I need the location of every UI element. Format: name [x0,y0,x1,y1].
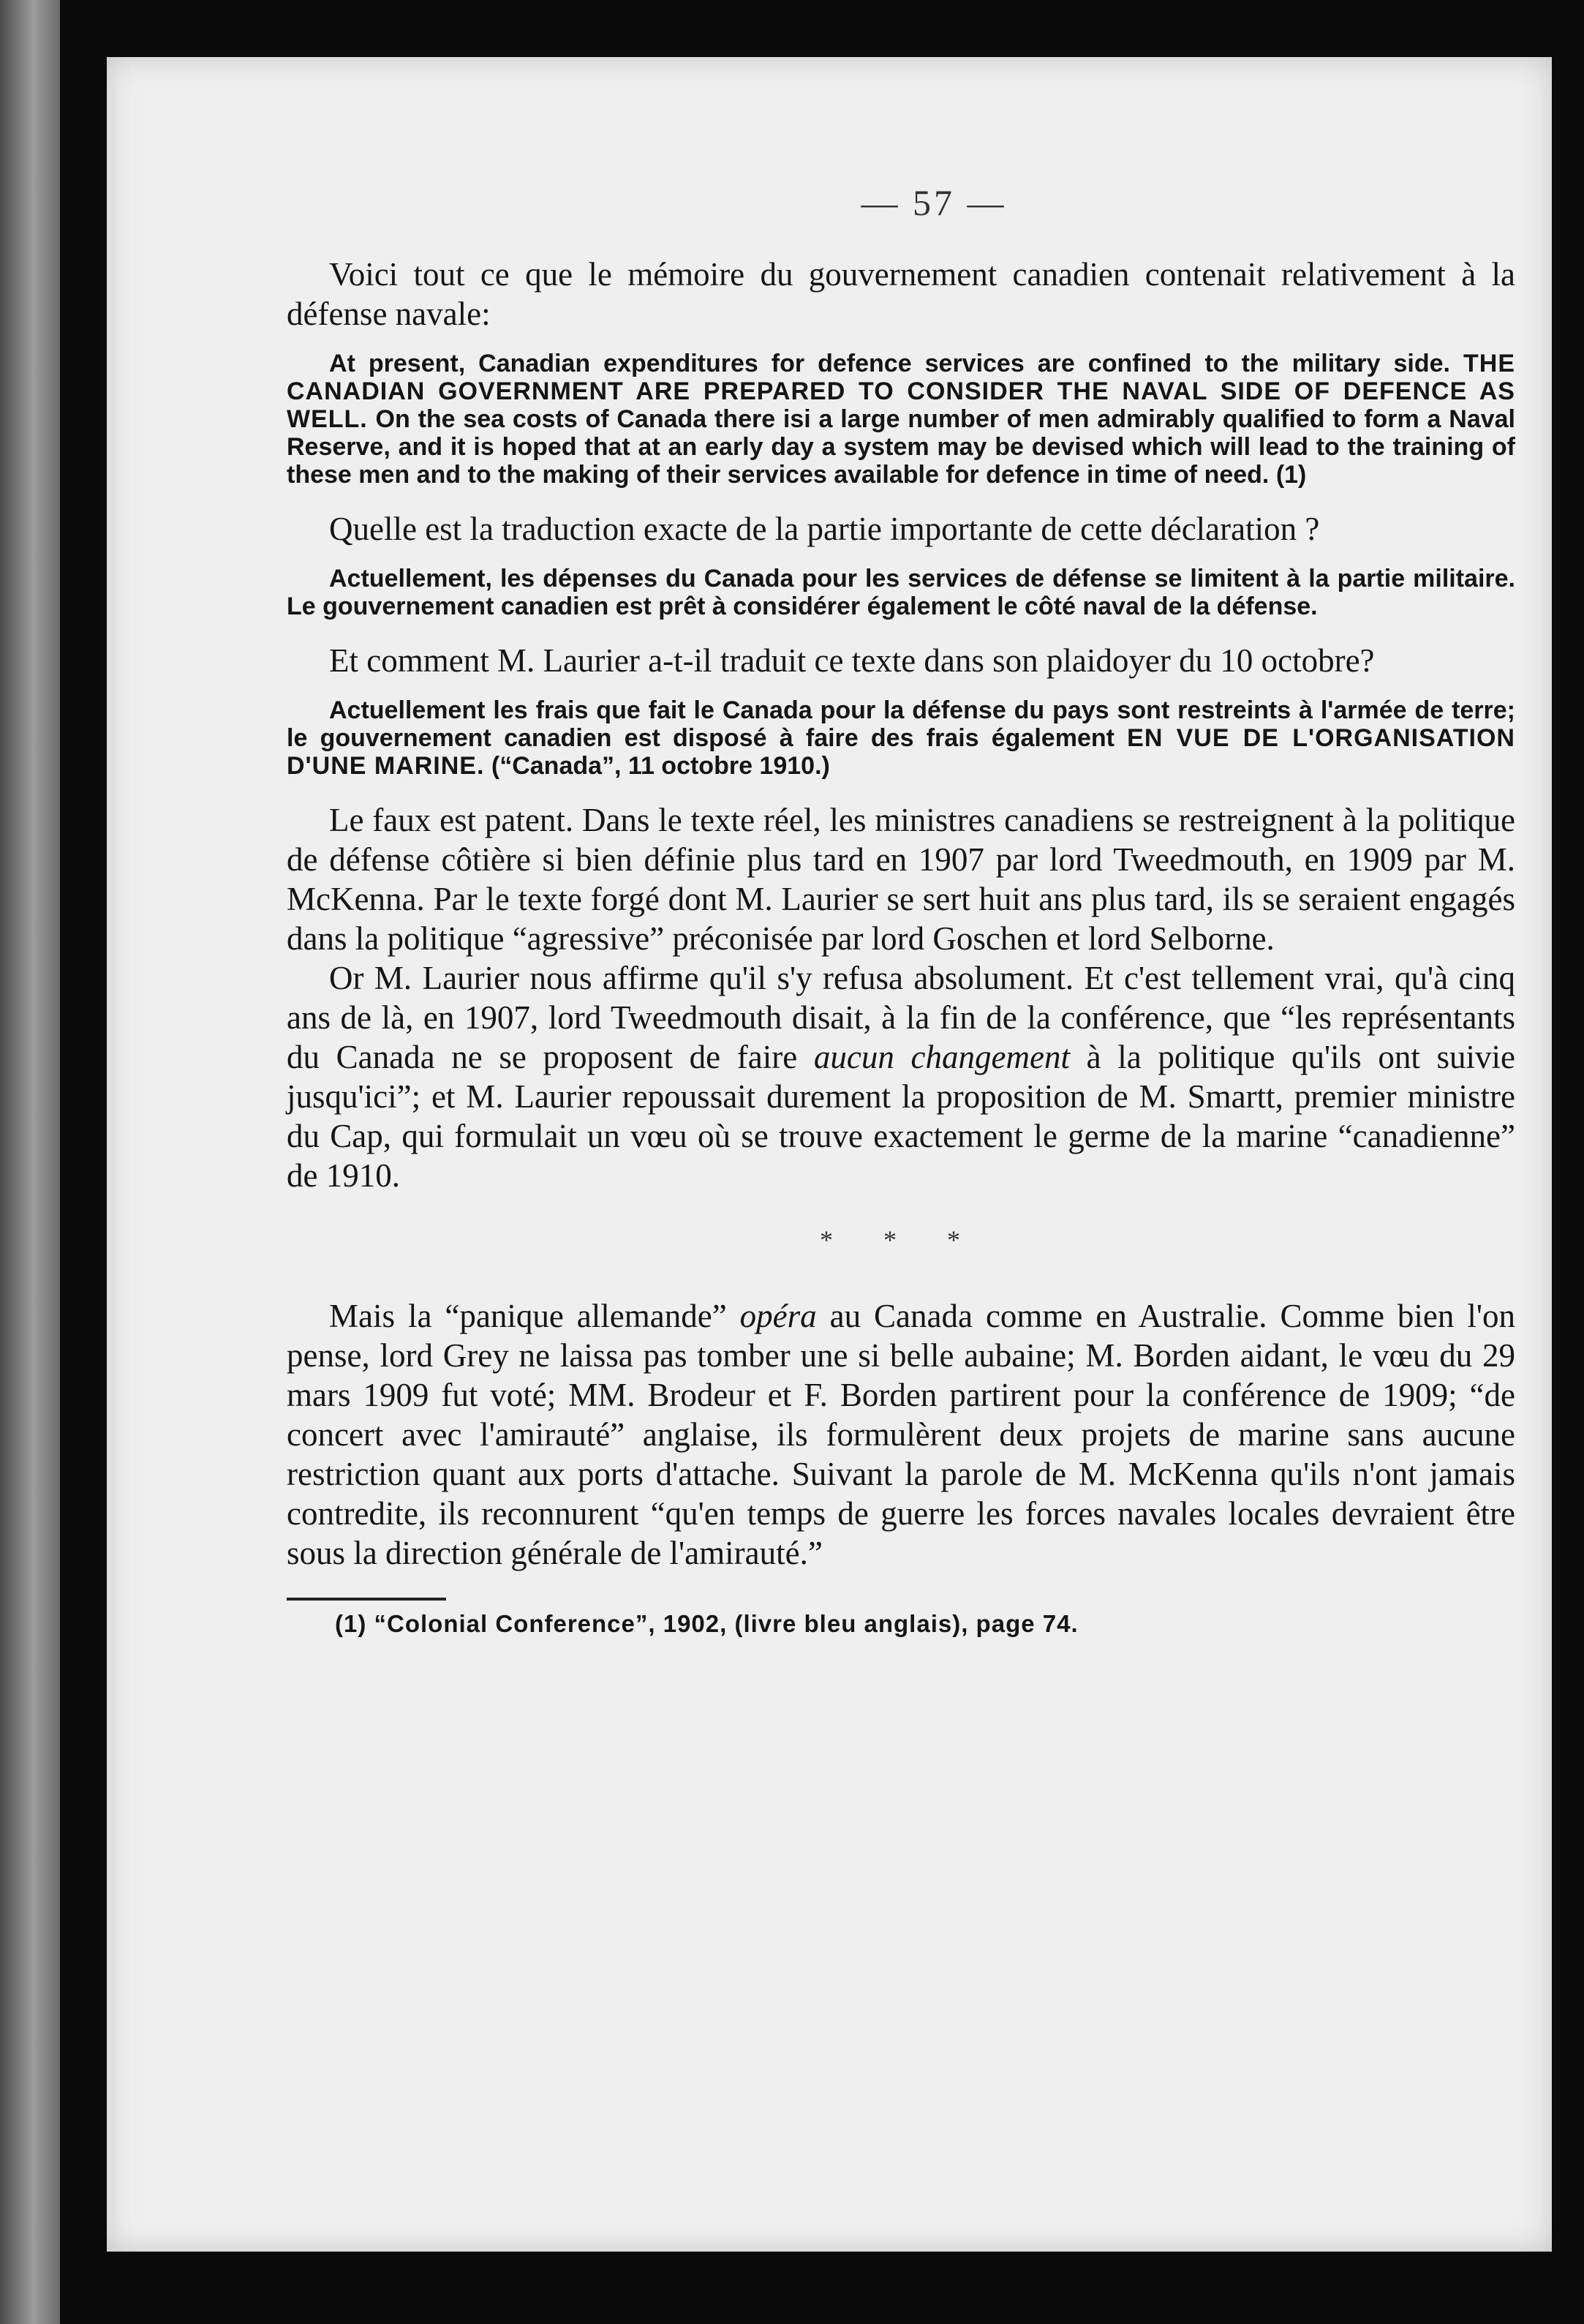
paragraph-panique [287,1296,1515,1573]
page-content [287,181,1515,1639]
paragraph-question: Quelle est la traduction exacte de la partie importante de cette déclaration ? [329,511,1320,547]
paragraph-text: Mais la “panique allemande” [329,1298,740,1334]
quote-emphasis: EN VUE DE L'ORGANISATION D'UNE MARINE. [287,724,1515,780]
paragraph-text: à la politique qu'ils ont suivie jusqu'ici”; et M. Laurier repoussait durement la proposition de M. Smartt, premier ministre du Cap, qui formulait un vœu où se trouve exactement le germe de la marine “canadienne” de 1910. [287,1039,1515,1194]
paragraph-text: au Canada comme en Australie. Comme bien l'on pense, lord Grey ne laissa pas tomber une si belle aubaine; M. Borden aidant, le vœu du 29 mars 1909 fut voté; MM. Brodeur et F. Borden partirent pour la conférence de 1909; “de concert avec l'amirauté” anglaise, ils formulèrent deux projets de marine sans aucune restriction quant aux ports d'attache. Suivant la parole de M. McKenna qu'ils n'ont jamais contredite, ils reconnurent “qu'en temps de guerre les forces navales locales devraient être sous la direction générale de l'amirauté.” [287,1298,1515,1571]
quote-exact-translation: Actuellement, les dépenses du Canada pour les services de défense se limitent à la partie militaire. Le gouvernement canadien est prêt à considérer également le côté naval de la défense. [287,565,1515,620]
adjacent-page-edge [0,0,60,2324]
quote-text: On the sea costs of Canada there isi a large number of men admirably qualified to form a Naval Reserve, and it is hoped that at an early day a system may be devised which will lead to the training of these men and to the making of their services available for defence in time of need. (1) [287,405,1515,489]
footnote-rule [287,1598,446,1601]
paragraph-text: Or M. Laurier nous affirme qu'il s'y refusa absolument. Et c'est tellement vrai, qu'à cinq ans de là, en 1907, lord Tweedmouth disait, à la fin de la conférence, que “les représentants du Canada ne se proposent de faire [287,960,1515,1075]
paragraph-laurier-question: Et comment M. Laurier a-t-il traduit ce texte dans son plaidoyer du 10 octobre? [329,642,1375,679]
quote-laurier-translation [287,696,1515,780]
quote-text: At present, Canadian expenditures for defence services are confined to the military side. [329,350,1463,377]
footnote: (1) “Colonial Conference”, 1902, (livre bleu anglais), page 74. [335,1610,1079,1637]
quote-english-memorandum [287,350,1515,489]
quote-source: (“Canada”, 11 octobre 1910.) [484,752,830,780]
italic-emphasis: opéra [739,1298,817,1334]
document-page [107,57,1552,2252]
italic-emphasis: aucun changement [813,1039,1070,1075]
section-separator: * * * [820,1225,982,1255]
quote-text: Actuellement les frais que fait le Canada pour la défense du pays sont restreints à l'armée de terre; le gouvernement canadien est disposé à faire des frais également [287,696,1515,752]
page-number: — 57 — [861,182,1007,223]
paragraph-faux: Le faux est patent. Dans le texte réel, les ministres canadiens se restreignent à la politique de défense côtière si bien définie plus tard en 1907 par lord Tweedmouth, en 1909 par M. McKenna. Par le texte forgé dont M. Laurier se sert huit ans plus tard, ils se seraient engagés dans la politique “agressive” préconisée par lord Goschen et lord Selborne. [287,802,1515,957]
quote-emphasis: THE CANADIAN GOVERNMENT ARE PREPARED TO CONSIDER THE NAVAL SIDE OF DEFENCE AS WELL. [287,350,1515,433]
paragraph-intro: Voici tout ce que le mémoire du gouvernement canadien contenait relativement à la défense navale: [287,256,1515,332]
paragraph-laurier-refusal [287,958,1515,1195]
